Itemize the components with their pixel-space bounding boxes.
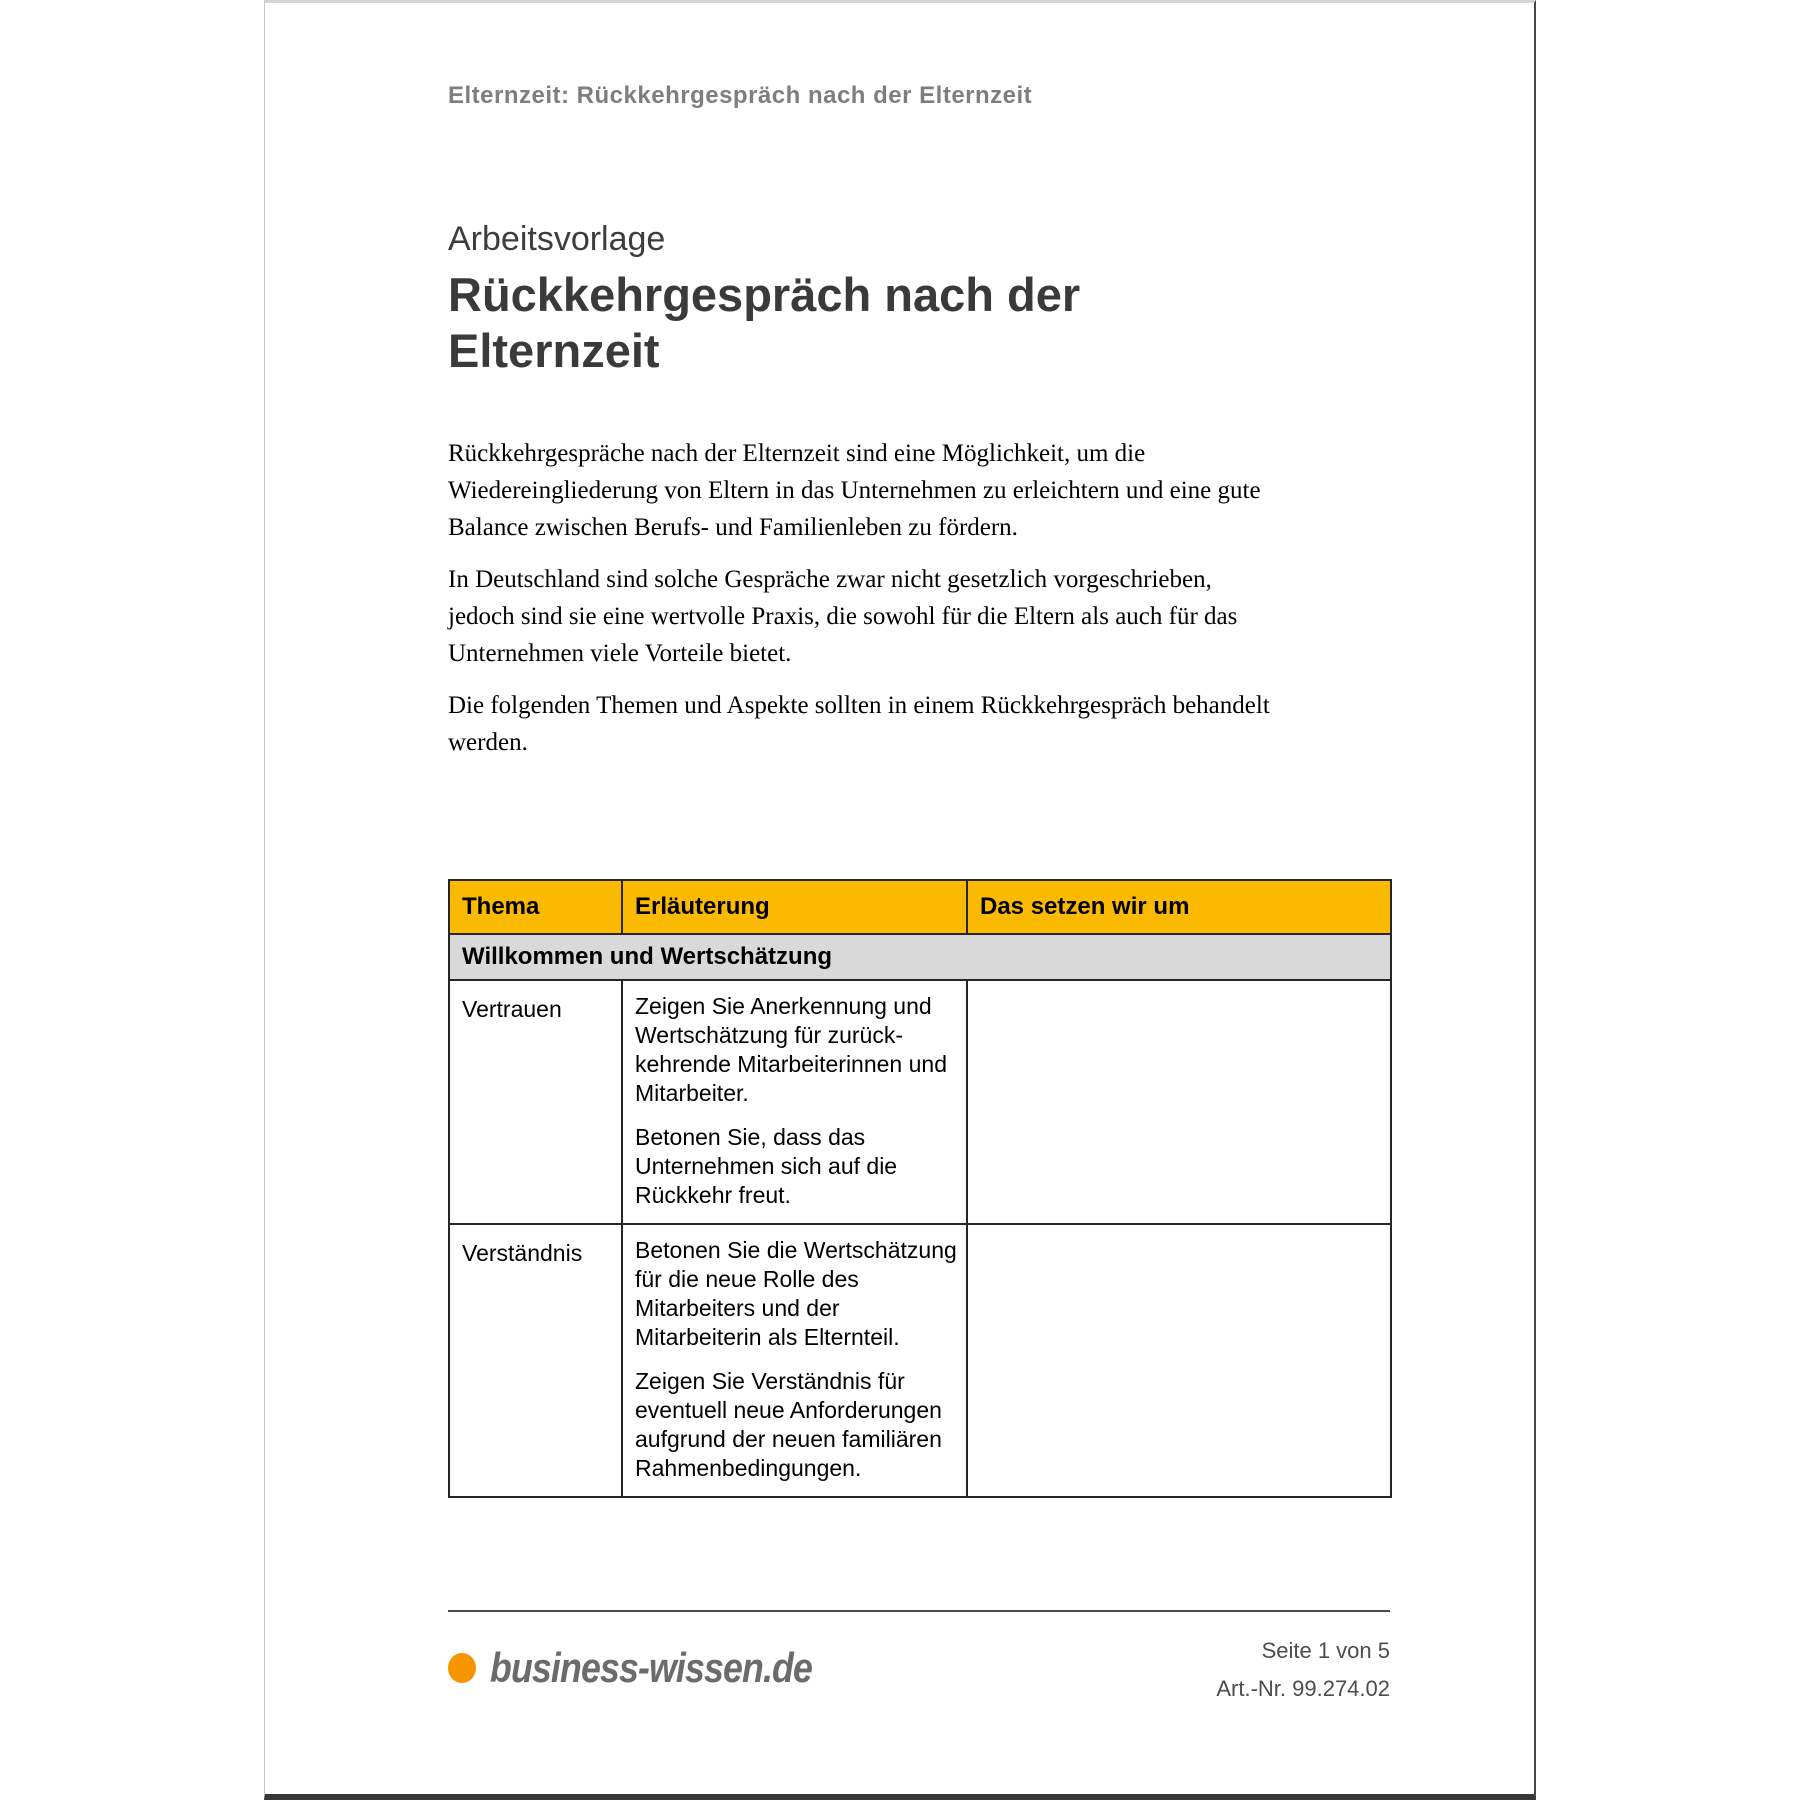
intro-paragraph: In Deutschland sind solche Gespräche zwar nicht gesetzlich vorgeschrieben, jedoch sind sie eine wertvolle Praxis, die sowohl für die Eltern als auch für das Unternehmen viele Vorteile bietet.: [448, 566, 1238, 667]
umsetzung-cell: [967, 980, 1391, 1224]
page-content: [265, 82, 1534, 1708]
erlaeuterung-cell: [622, 1224, 967, 1497]
intro-paragraph: Rückkehrgespräche nach der Elternzeit sind eine Möglichkeit, um die Wiedereingliederung von Eltern in das Unternehmen zu erleichtern und eine gute Balance zwischen Berufs- und Familienleben zu fördern.: [448, 440, 1261, 541]
cell-paragraph: Betonen Sie, dass das Unternehmen sich auf die Rückkehr freut.: [635, 1124, 898, 1208]
column-header-thema: Thema: [449, 880, 622, 934]
cell-paragraph: Zeigen Sie Verständnis für eventuell neue Anforderungen aufgrund der neuen familiären Rahmenbedingungen.: [635, 1368, 942, 1481]
footer-meta: [1216, 1632, 1390, 1708]
column-header-umsetzung: Das setzen wir um: [967, 880, 1391, 934]
intro-text: [448, 435, 1391, 761]
cell-paragraph: Zeigen Sie Anerkennung und Wertschätzung für zurück-kehrende Mitarbeiterinnen und Mitarbeiter.: [635, 993, 947, 1106]
table-row: [449, 980, 1391, 1224]
umsetzung-cell: [967, 1224, 1391, 1497]
page-number: Seite 1 von 5: [1261, 1638, 1390, 1663]
footer: [448, 1630, 1390, 1708]
cell-paragraph: Betonen Sie die Wertschätzung für die neue Rolle des Mitarbeiters und der Mitarbeiterin als Elternteil.: [635, 1237, 957, 1350]
page-title: Rückkehrgespräch nach der Elternzeit: [448, 268, 1081, 377]
kicker: Arbeitsvorlage: [448, 220, 666, 258]
logo-text: business-wissen.de: [490, 1644, 812, 1691]
document-page: [264, 0, 1536, 1800]
table-header-row: [449, 880, 1391, 934]
topics-table: [448, 879, 1392, 1498]
thema-cell: Vertrauen: [449, 980, 622, 1224]
section-title: Willkommen und Wertschätzung: [449, 934, 1391, 980]
business-wissen-logo: [448, 1644, 869, 1692]
column-header-erlaeuterung: Erläuterung: [622, 880, 967, 934]
logo-dot-icon: [448, 1653, 476, 1683]
table-row: [449, 1224, 1391, 1497]
running-header: Elternzeit: Rückkehrgespräch nach der Elternzeit: [448, 82, 1033, 109]
intro-paragraph: Die folgenden Themen und Aspekte sollten in einem Rückkehrgespräch behandelt werden.: [448, 692, 1270, 756]
article-number: Art.-Nr. 99.274.02: [1216, 1676, 1390, 1701]
section-row: [449, 934, 1391, 980]
footer-divider: [448, 1610, 1390, 1612]
erlaeuterung-cell: [622, 980, 967, 1224]
thema-cell: Verständnis: [449, 1224, 622, 1497]
